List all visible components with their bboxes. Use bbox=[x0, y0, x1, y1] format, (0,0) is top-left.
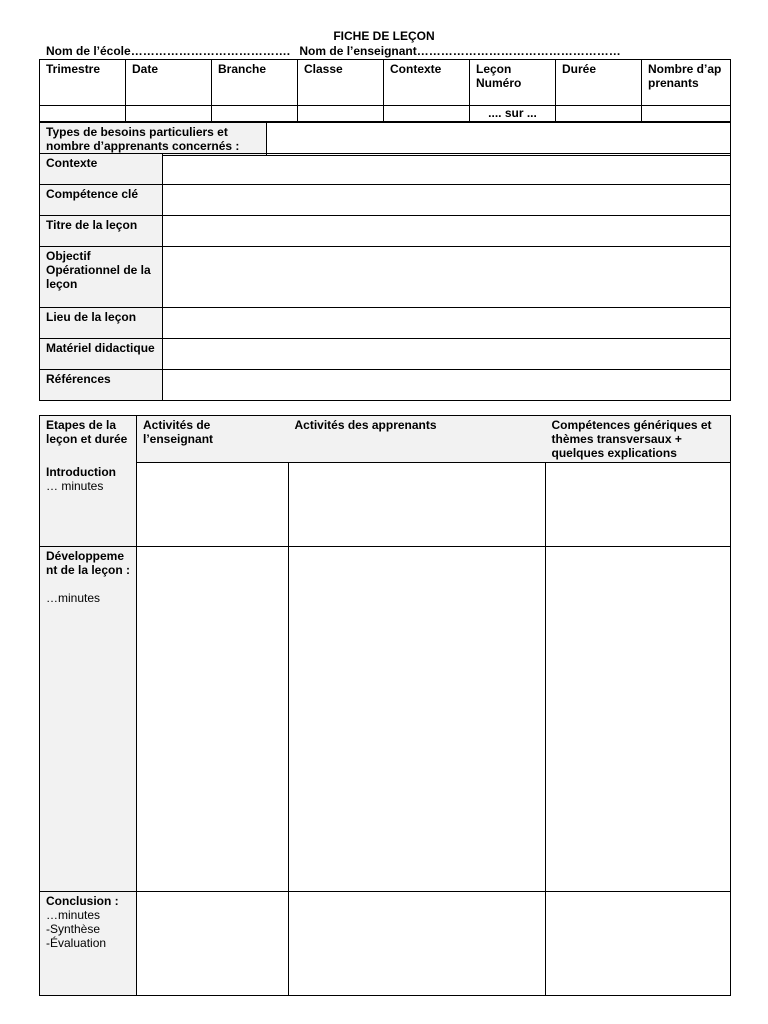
trimestre-cell[interactable] bbox=[40, 106, 126, 122]
besoins-value[interactable] bbox=[267, 123, 731, 156]
introduction-title: Introduction bbox=[46, 464, 116, 479]
besoins-table bbox=[39, 122, 731, 156]
introduction-apprenants-cell[interactable] bbox=[289, 463, 546, 547]
field-value-titre[interactable] bbox=[163, 216, 731, 247]
developpement-competences-cell[interactable] bbox=[546, 547, 731, 892]
header-classe: Classe bbox=[298, 60, 384, 106]
row-introduction-label bbox=[40, 463, 137, 547]
header-activites-apprenants: Activités des apprenants bbox=[289, 416, 546, 463]
conclusion-competences-cell[interactable] bbox=[546, 892, 731, 996]
classe-cell[interactable] bbox=[298, 106, 384, 122]
info-table bbox=[39, 59, 731, 122]
developpement-enseignant-cell[interactable] bbox=[137, 547, 289, 892]
field-value-contexte[interactable] bbox=[163, 154, 731, 185]
activities-table bbox=[39, 415, 731, 996]
conclusion-apprenants-cell[interactable] bbox=[289, 892, 546, 996]
developpement-apprenants-cell[interactable] bbox=[289, 547, 546, 892]
lecon-numero-cell[interactable]: .... sur ... bbox=[470, 106, 556, 122]
conclusion-synthese: -Synthèse bbox=[46, 922, 101, 936]
header-nombre-apprenants: Nombre d’apprenants bbox=[642, 60, 731, 106]
header-date: Date bbox=[126, 60, 212, 106]
field-value-references[interactable] bbox=[163, 370, 731, 401]
field-label-competence: Compétence clé bbox=[40, 185, 163, 216]
date-cell[interactable] bbox=[126, 106, 212, 122]
contexte-cell[interactable] bbox=[384, 106, 470, 122]
header-etapes: Etapes de la leçon et durée bbox=[40, 416, 137, 463]
field-value-competence[interactable] bbox=[163, 185, 731, 216]
introduction-competences-cell[interactable] bbox=[546, 463, 731, 547]
header-activites-enseignant: Activités de l’enseignant bbox=[137, 416, 289, 463]
introduction-enseignant-cell[interactable] bbox=[137, 463, 289, 547]
introduction-minutes: … minutes bbox=[46, 478, 104, 493]
header-trimestre: Trimestre bbox=[40, 60, 126, 106]
field-label-lieu: Lieu de la leçon bbox=[40, 308, 163, 339]
nombre-apprenants-cell[interactable] bbox=[642, 106, 731, 122]
field-value-lieu[interactable] bbox=[163, 308, 731, 339]
besoins-label: Types de besoins particuliers et nombre d’apprenants concernés : bbox=[40, 123, 267, 156]
nom-ecole-label: Nom de l’école…………………………………. bbox=[46, 44, 291, 58]
conclusion-evaluation: -Évaluation bbox=[46, 936, 107, 950]
developpement-blank bbox=[46, 577, 130, 591]
field-label-contexte: Contexte bbox=[40, 154, 163, 185]
header-duree: Durée bbox=[556, 60, 642, 106]
page-title: FICHE DE LEÇON bbox=[333, 29, 435, 43]
duree-cell[interactable] bbox=[556, 106, 642, 122]
header-branche: Branche bbox=[212, 60, 298, 106]
conclusion-enseignant-cell[interactable] bbox=[137, 892, 289, 996]
header-competences: Compétences génériques et thèmes transversaux + quelques explications bbox=[546, 416, 731, 463]
developpement-title: Développement de la leçon : bbox=[46, 549, 131, 577]
row-conclusion-label bbox=[40, 892, 137, 996]
field-label-titre: Titre de la leçon bbox=[40, 216, 163, 247]
field-label-objectif: Objectif Opérationnel de la leçon bbox=[40, 247, 163, 308]
fields-table bbox=[39, 153, 731, 401]
branche-cell[interactable] bbox=[212, 106, 298, 122]
field-value-objectif[interactable] bbox=[163, 247, 731, 308]
conclusion-minutes: …minutes bbox=[46, 908, 101, 922]
conclusion-title: Conclusion : bbox=[46, 894, 119, 908]
header-line bbox=[46, 44, 621, 58]
field-label-materiel: Matériel didactique bbox=[40, 339, 163, 370]
field-label-references: Références bbox=[40, 370, 163, 401]
developpement-minutes: …minutes bbox=[46, 591, 101, 605]
header-lecon-numero: Leçon Numéro bbox=[470, 60, 556, 106]
field-value-materiel[interactable] bbox=[163, 339, 731, 370]
row-developpement-label bbox=[40, 547, 137, 892]
header-contexte: Contexte bbox=[384, 60, 470, 106]
nom-enseignant-label: Nom de l’enseignant…………………………………………… bbox=[299, 44, 621, 58]
